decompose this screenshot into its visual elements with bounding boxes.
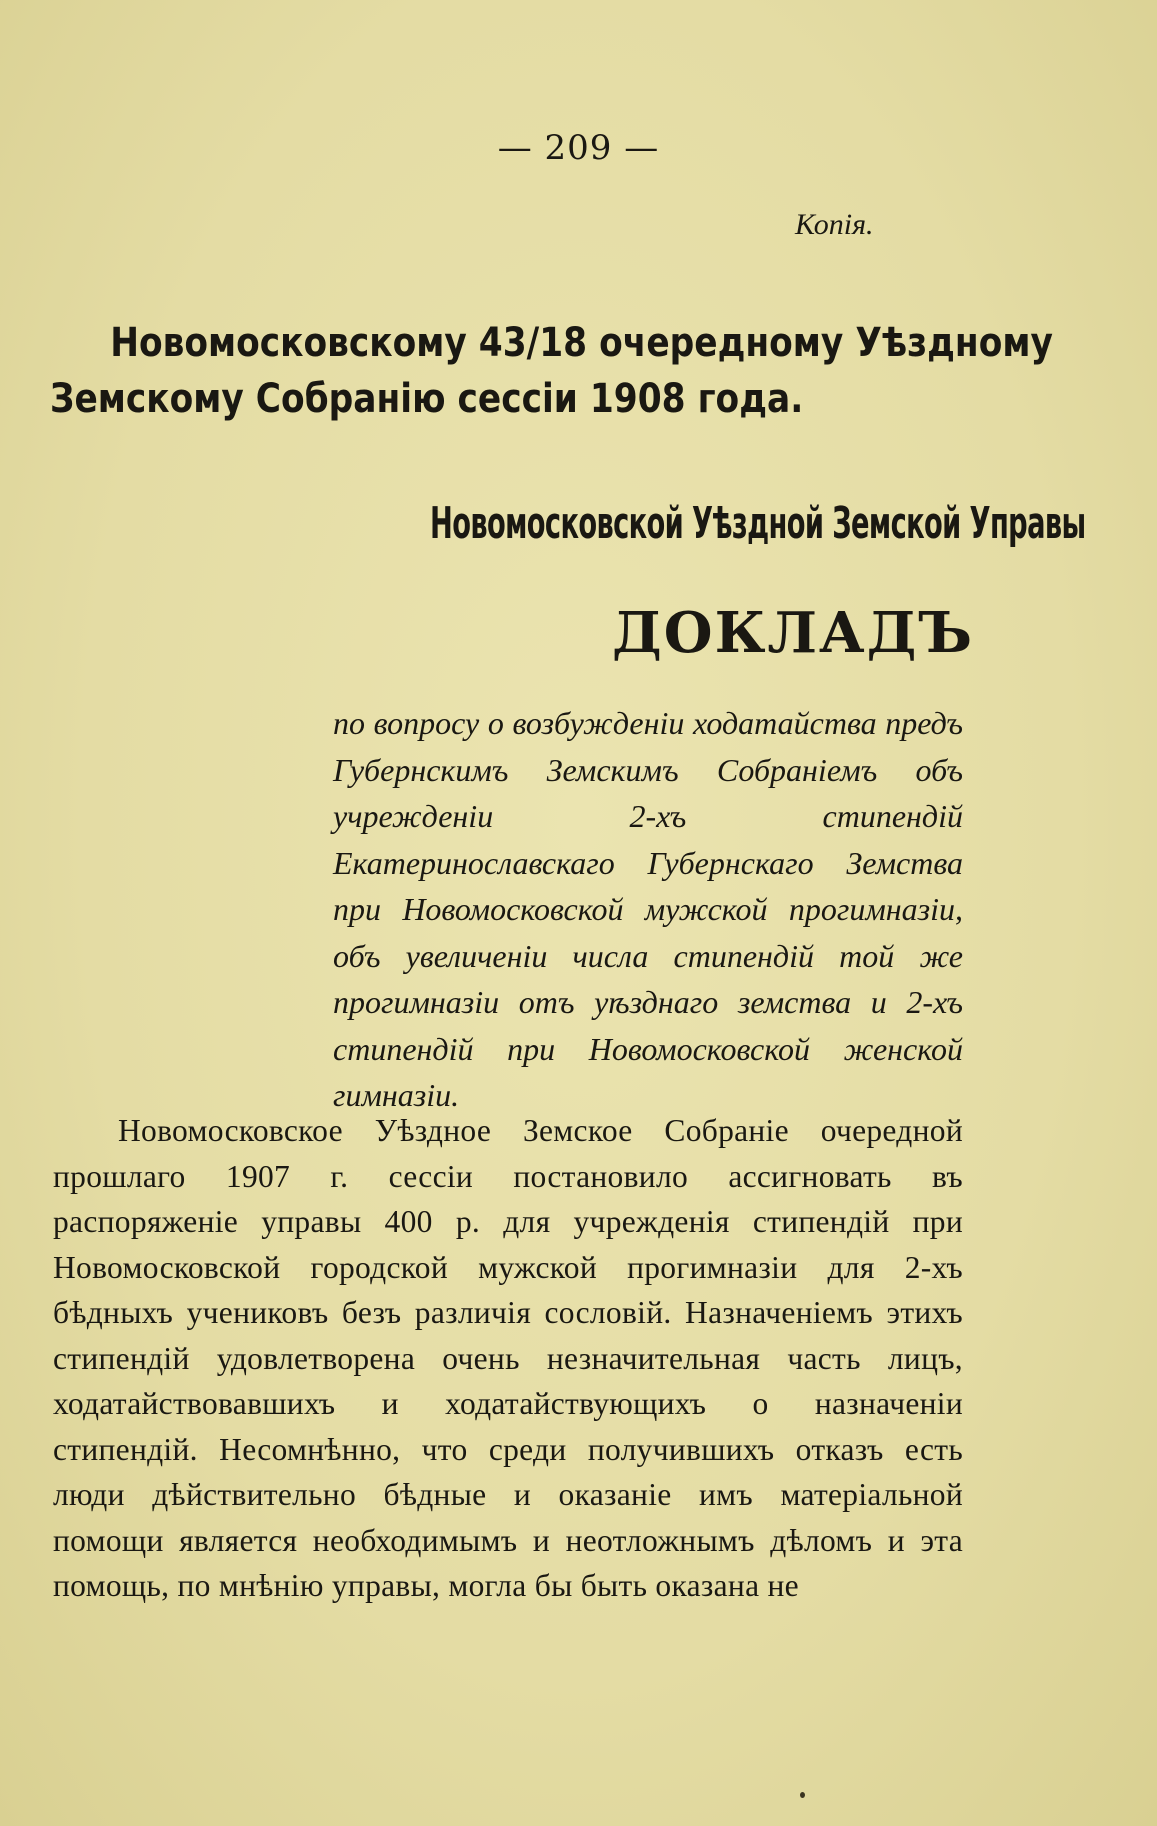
addressee-line-2: Земскому Собранію сессіи 1908 года. bbox=[50, 376, 804, 422]
board-heading: Новомосковской Уѣздной Земской Управы bbox=[430, 498, 1086, 549]
paper-speck bbox=[800, 1792, 805, 1798]
report-subject: по вопросу о возбужденіи ходатайства предъ Губернскимъ Земскимъ Собраніемъ объ учрежденіи 2-хъ стипендій Екатеринославскаго Губернскаго Земства при Новомосковской мужской прогимназіи, объ увеличеніи числа стипендій той же прогимназіи отъ уѣзднаго земства и 2-хъ стипендій при Новомосковской женской гимназіи. bbox=[333, 705, 963, 1113]
page-number: — 209 — bbox=[497, 128, 660, 168]
addressee-line-1: Новомосковскому 43/18 очередному Уѣздному bbox=[110, 320, 1053, 366]
document-title: ДОКЛАДЪ bbox=[612, 600, 975, 666]
addressee-heading bbox=[50, 315, 1053, 427]
copy-label: Копія. bbox=[795, 208, 874, 241]
body-paragraph: Новомосковское Уѣздное Земское Собраніе очередной прошлаго 1907 г. сессіи постановило ассигновать въ распоряженіе управы 400 р. для учрежденія стипендій при Новомосковской городской мужской прогимназіи для 2-хъ бѣдныхъ учениковъ безъ различія сословій. Назначеніемъ этихъ стипендій удовлетворена очень незначительная часть лицъ, ходатайствовавшихъ и ходатайствующихъ о назначеніи стипендій. Несомнѣнно, что среди получившихъ отказъ есть люди дѣйствительно бѣдные и оказаніе имъ матеріальной помощи является необходимымъ и неотложнымъ дѣломъ и эта помощь, по мнѣнію управы, могла бы быть оказана не bbox=[53, 1113, 963, 1603]
